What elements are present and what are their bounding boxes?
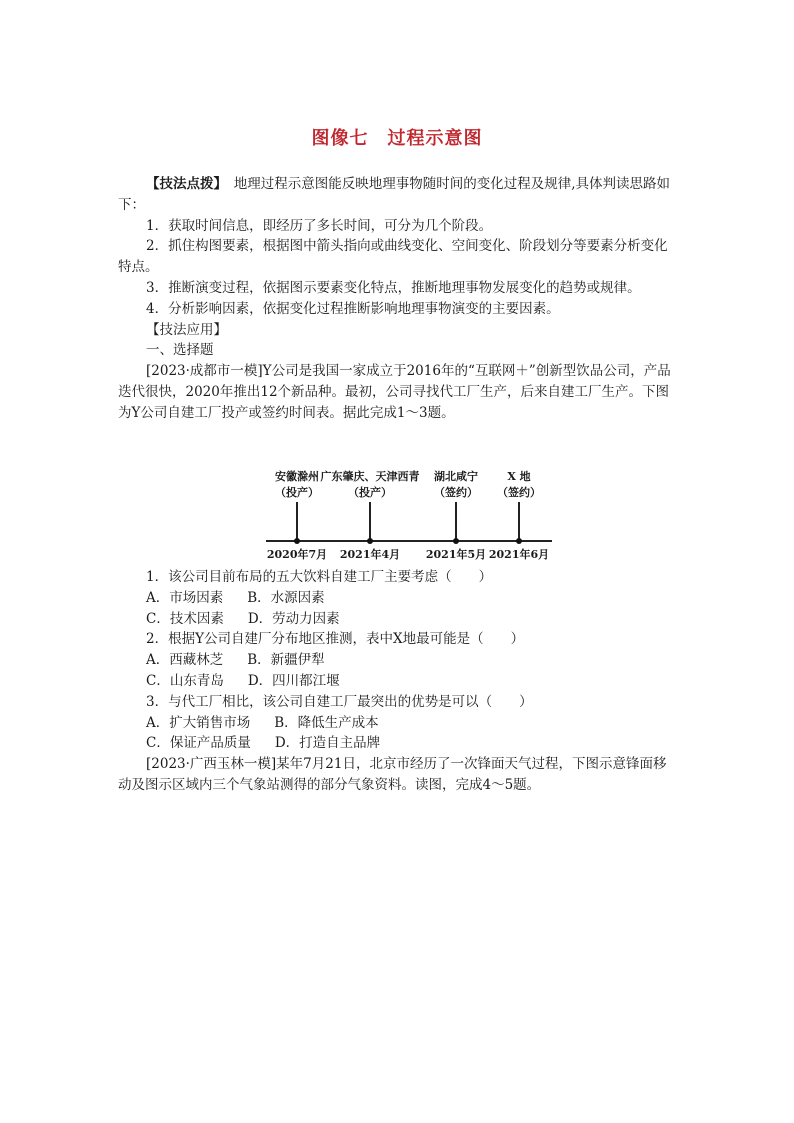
timeline-figure	[262, 466, 562, 566]
option: B．降低生产成本	[274, 714, 379, 731]
option: C．山东青岛	[146, 672, 224, 689]
option: D．打造自主品牌	[274, 735, 381, 752]
option: C．技术因素	[146, 610, 224, 627]
option-row	[118, 609, 678, 630]
timeline-place: 广东肇庆、天津西青	[320, 470, 420, 483]
timeline-dot	[294, 538, 300, 544]
tips-intro	[118, 174, 678, 216]
timeline-stem	[518, 502, 520, 540]
timeline-dot	[453, 538, 459, 544]
tips-step: 3．推断演变过程，依据图示要素变化特点，推断地理事物发展变化的趋势或规律。	[146, 279, 641, 296]
timeline-status: （签约）	[434, 486, 478, 499]
option: B．水源因素	[247, 589, 325, 606]
timeline-dot	[516, 538, 522, 544]
page-title: 图像七 过程示意图	[311, 128, 483, 149]
material-2: [2023·广西玉林一模]某年7月21日，北京市经历了一次锋面天气过程，下图示意锋面移动及图示区域内三个气象站测得的部分气象资料。读图，完成4～5题。	[118, 756, 667, 793]
timeline-event	[321, 468, 420, 500]
option: A．扩大销售市场	[146, 714, 251, 731]
apply-label: 【技法应用】	[146, 321, 227, 338]
timeline-date: 2021年6月	[488, 548, 550, 561]
timeline-date: 2021年5月	[425, 548, 487, 561]
option-row	[118, 713, 678, 734]
timeline-status: （投产）	[348, 486, 392, 499]
timeline-place: 湖北咸宁	[434, 470, 478, 483]
option-row	[118, 650, 678, 671]
timeline-date: 2021年4月	[339, 548, 401, 561]
tips-step: 2．抓住构图要素，根据图中箭头指向或曲线变化、空间变化、阶段划分等要素分析变化特点。	[118, 238, 668, 276]
timeline-stem	[369, 502, 371, 540]
timeline-status: （投产）	[275, 486, 319, 499]
option-row	[118, 671, 678, 692]
section-label: 一、选择题	[146, 342, 214, 359]
tips-label: 【技法点拨】	[146, 176, 221, 192]
tips-block	[118, 174, 678, 424]
question-stem: 1．该公司目前布局的五大饮料自建工厂主要考虑（ ）	[146, 569, 493, 585]
timeline-stem	[455, 502, 457, 540]
tips-step: 1．获取时间信息，即经历了多长时间，可分为几个阶段。	[146, 217, 493, 234]
option: D．劳动力因素	[247, 610, 340, 627]
timeline-event	[434, 468, 478, 500]
option: D．四川都江堰	[247, 672, 340, 689]
question-stem: 2．根据Y公司自建厂分布地区推测，表中X地最可能是（ ）	[146, 631, 525, 648]
timeline-axis	[266, 540, 552, 542]
timeline-status: （签约）	[497, 486, 541, 499]
timeline-date: 2020年7月	[266, 548, 328, 561]
option-row	[118, 733, 678, 754]
timeline-event	[497, 468, 541, 500]
option-row	[118, 588, 678, 609]
option: A．西藏林芝	[146, 652, 224, 669]
timeline-place: 安徽滁州	[275, 470, 319, 483]
option: B．新疆伊犁	[247, 652, 325, 669]
material-1: [2023·成都市一模]Y公司是我国一家成立于2016年的“互联网＋”创新型饮品公司，产品迭代很快，2020年推出12个新品种。最初，公司寻找代工厂生产，后来自建工厂生产。下图为Y公司自建工厂投产或签约时间表。据此完成1～3题。	[118, 363, 671, 421]
tips-step: 4．分析影响因素，依据变化过程推断影响地理事物演变的主要因素。	[146, 300, 560, 317]
timeline-event	[275, 468, 319, 500]
timeline-stem	[296, 502, 298, 540]
timeline-place: X 地	[507, 470, 531, 483]
tips-intro-text: 地理过程示意图能反映地理事物随时间的变化过程及规律,具体判读思路如下：	[118, 176, 671, 213]
option: C．保证产品质量	[146, 735, 251, 752]
questions-block	[118, 567, 678, 796]
timeline-dot	[367, 538, 373, 544]
question-stem: 3．与代工厂相比，该公司自建工厂最突出的优势是可以（ ）	[146, 693, 533, 710]
option: A．市场因素	[146, 589, 224, 606]
